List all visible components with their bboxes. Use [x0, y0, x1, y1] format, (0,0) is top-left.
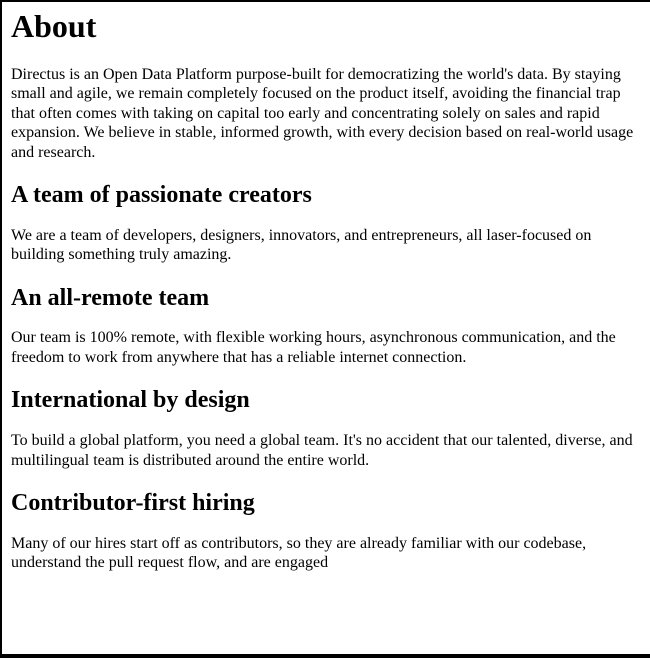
section-paragraph-contributor-first-hiring: [11, 534, 638, 573]
section-heading-contributor-first-hiring: Contributor-first hiring: [11, 490, 255, 517]
intro-paragraph: [11, 65, 638, 163]
section-paragraph-passionate-creators: [11, 226, 638, 265]
paragraph-line: expansion. We believe in stable, informed growth, with every decision based on real-world usage: [11, 124, 634, 142]
paragraph-line: building something truly amazing.: [11, 246, 232, 264]
paragraph-line: We are a team of developers, designers, innovators, and entrepreneurs, all laser-focused on: [11, 226, 592, 244]
paragraph-line: Many of our hires start off as contributors, so they are already familiar with our codebase,: [11, 534, 587, 552]
paragraph-line: small and agile, we remain completely focused on the product itself, avoiding the financial trap: [11, 85, 621, 103]
paragraph-line: Our team is 100% remote, with flexible working hours, asynchronous communication, and the: [11, 329, 616, 347]
section-paragraph-all-remote-team: [11, 328, 638, 367]
paragraph-line: Directus is an Open Data Platform purpose-built for democratizing the world's data. By staying: [11, 65, 621, 83]
paragraph-line: and research.: [11, 143, 96, 161]
paragraph-line: that often comes with taking on capital too early and concentrating solely on sales and rapid: [11, 104, 600, 122]
paragraph-line: multilingual team is distributed around the entire world.: [11, 451, 370, 469]
paragraph-line: understand the pull request flow, and are engaged: [11, 554, 329, 572]
paragraph-line: freedom to work from anywhere that has a reliable internet connection.: [11, 348, 467, 366]
section-heading-passionate-creators: A team of passionate creators: [11, 182, 312, 209]
section-heading-all-remote-team: An all-remote team: [11, 284, 210, 311]
paragraph-line: To build a global platform, you need a global team. It's no accident that our talented, diverse, and: [11, 432, 633, 450]
section-paragraph-international-by-design: [11, 431, 638, 470]
section-heading-international-by-design: International by design: [11, 387, 250, 414]
page-title: About: [11, 8, 97, 44]
